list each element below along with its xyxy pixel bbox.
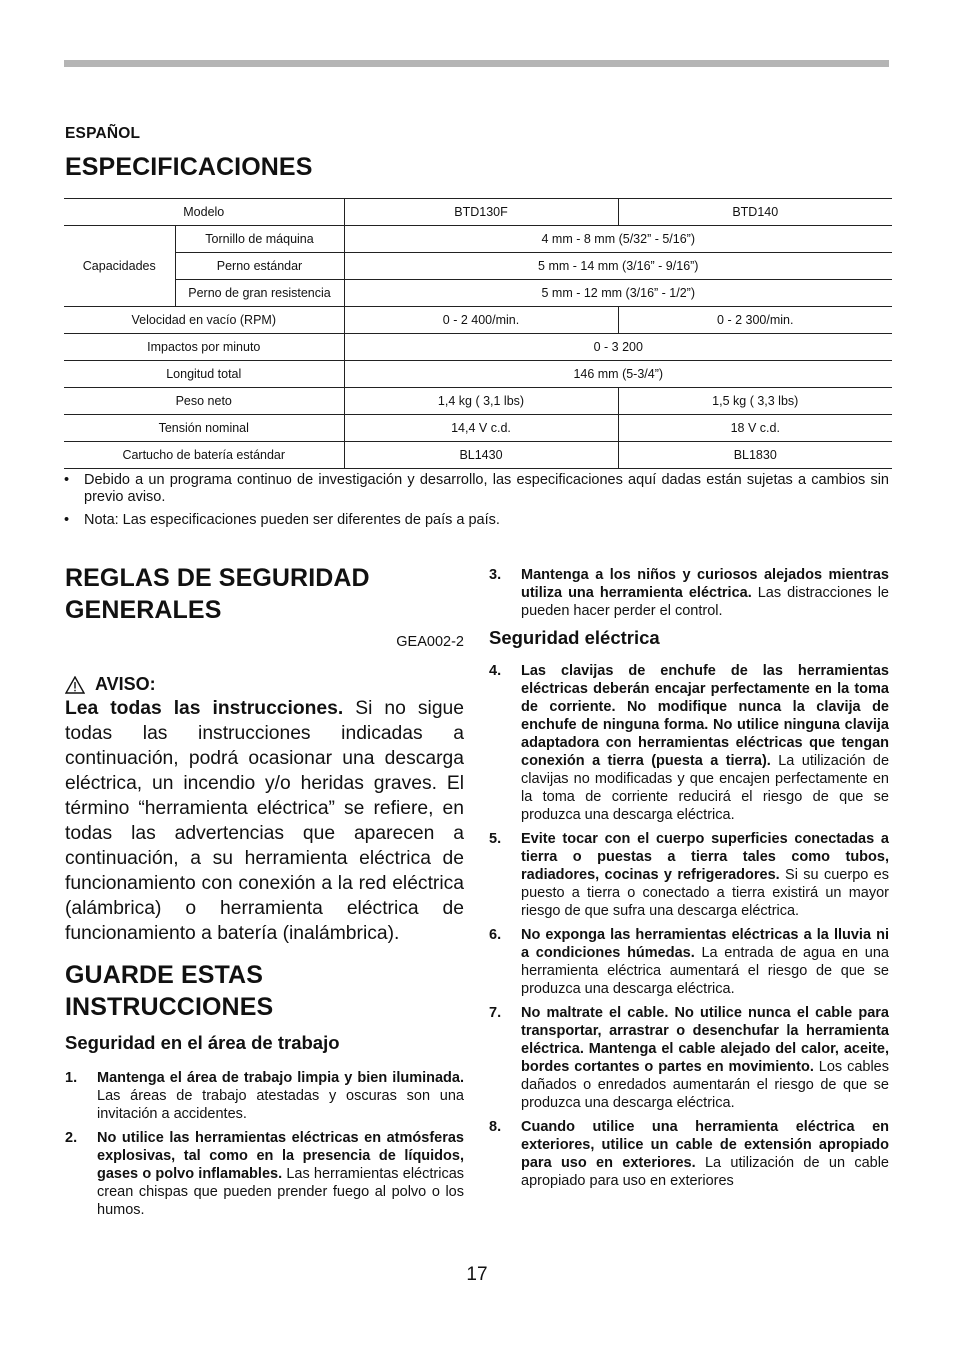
- table-cell: BTD130F: [344, 199, 618, 226]
- item-text: Las distracciones le pueden hacer perder el control.: [521, 585, 889, 619]
- table-cell: Capacidades: [64, 226, 175, 307]
- item-bold: Evite tocar con el cuerpo superficies conectadas a tierra o puestas a tierra tales como tubos, radiadores, cocinas y refrigeradores.: [521, 831, 889, 883]
- warning-text: [65, 696, 464, 946]
- table-cell: 4 mm - 8 mm (5/32” - 5/16”): [344, 226, 892, 253]
- list-item: [489, 1118, 889, 1190]
- list-item: [489, 662, 889, 824]
- item-text: Las herramientas eléctricas crean chispas que pueden prender fuego al polvo o los humos.: [97, 1166, 465, 1218]
- table-row: [64, 253, 892, 280]
- table-cell: Perno de gran resistencia: [175, 280, 344, 307]
- table-cell: Impactos por minuto: [64, 334, 344, 361]
- item-text: La utilización de un cable apropiado para uso en exteriores: [521, 1155, 889, 1189]
- rules-title-line: REGLAS DE SEGURIDAD: [65, 564, 370, 592]
- work-area-title: Seguridad en el área de trabajo: [65, 1032, 340, 1053]
- table-row: [64, 442, 892, 469]
- item-number: 2.: [65, 1130, 78, 1146]
- item-bold: Las clavijas de enchufe de las herramientas eléctricas deberán encajar perfectamente en la toma de corriente. No modifique nunca la clavija de enchufe de ninguna forma. No utilice ninguna clavija adaptadora con herramientas eléctricas que tengan conexión a tierra (puesta a tierra).: [521, 663, 889, 769]
- note-text: Nota: Las especificaciones pueden ser diferentes de país a país.: [84, 512, 500, 528]
- item-text: Las áreas de trabajo atestadas y oscuras son una invitación a accidentes.: [97, 1088, 464, 1122]
- table-row: [64, 199, 892, 226]
- list-item: [489, 830, 889, 920]
- spec-notes: [64, 472, 889, 535]
- table-cell: BTD140: [618, 199, 892, 226]
- table-cell: BL1830: [618, 442, 892, 469]
- table-cell: 14,4 V c.d.: [344, 415, 618, 442]
- rules-title: [65, 562, 464, 626]
- warning-bold: Lea todas las instrucciones.: [65, 698, 344, 719]
- item-bold: No utilice las herramientas eléctricas en atmósferas explosivas, tal como en la presencia de líquidos, gases o polvo inflamables.: [97, 1130, 464, 1182]
- warning-triangle-icon: [65, 676, 85, 694]
- item-bold: Cuando utilice una herramienta eléctrica en exteriores, utilice un cable de extensión apropiado para uso en exteriores.: [521, 1119, 889, 1171]
- table-cell: Tensión nominal: [64, 415, 344, 442]
- rules-title-line: GENERALES: [65, 596, 222, 624]
- warning-label: AVISO:: [95, 674, 156, 694]
- table-cell: BL1430: [344, 442, 618, 469]
- table-cell: Cartucho de batería estándar: [64, 442, 344, 469]
- warning-body: Si no sigue todas las instrucciones indicadas a continuación, podrá ocasionar una descarga eléctrica, un incendio y/o heridas graves. El término “herramienta eléctrica” se refiere, en todas las advertencias que aparecen a continuación, a su herramienta eléctrica de funcionamiento con conexión a la red eléctrica (alámbrica) o herramienta eléctrica de funcionamiento a batería (inalámbrica).: [65, 698, 464, 944]
- table-row: [64, 307, 892, 334]
- table-cell: 18 V c.d.: [618, 415, 892, 442]
- guarde-title-line: INSTRUCCIONES: [65, 993, 274, 1021]
- item-number: 1.: [65, 1070, 78, 1086]
- list-item: [489, 566, 889, 620]
- warning-heading: [65, 674, 464, 695]
- item-bold: Mantenga el área de trabajo limpia y bien iluminada.: [97, 1070, 464, 1086]
- table-cell: Velocidad en vacío (RPM): [64, 307, 344, 334]
- guarde-title: [65, 959, 464, 1023]
- table-cell: Modelo: [64, 199, 344, 226]
- item-bold: No maltrate el cable. No utilice nunca el cable para transportar, arrastrar o desenchufar la herramienta eléctrica. Mantenga el cable alejado del calor, aceite, bordes cortantes o partes en movimiento.: [521, 1005, 889, 1075]
- table-cell: Tornillo de máquina: [175, 226, 344, 253]
- list-item: [65, 1129, 464, 1219]
- table-cell: 0 - 2 300/min.: [618, 307, 892, 334]
- table-cell: Longitud total: [64, 361, 344, 388]
- guarde-title-line: GUARDE ESTAS: [65, 961, 263, 989]
- electrical-title: Seguridad eléctrica: [489, 627, 660, 648]
- table-row: [64, 334, 892, 361]
- left-column: [65, 562, 464, 1225]
- table-row: [64, 415, 892, 442]
- table-row: [64, 226, 892, 253]
- item-text: La utilización de clavijas no modificadas y que encajen perfectamente en la toma de corriente reducirá el riesgo de que se produzca una descarga eléctrica.: [521, 753, 890, 823]
- bullet-icon: •: [64, 472, 70, 488]
- item-text: Si su cuerpo es puesto a tierra o conectado a tierra existirá un mayor riesgo de que sufra una descarga eléctrica.: [521, 867, 889, 919]
- table-cell: 0 - 3 200: [344, 334, 892, 361]
- page-number: 17: [466, 1264, 488, 1285]
- table-row: [64, 388, 892, 415]
- work-area-list-continued: [489, 566, 889, 620]
- right-column: [489, 566, 889, 1196]
- list-item: [65, 1069, 464, 1123]
- note-item: [64, 512, 889, 529]
- note-text: Debido a un programa continuo de investigación y desarrollo, las especificaciones aquí dadas están sujetas a cambios sin previo aviso.: [84, 472, 889, 505]
- item-number: 5.: [489, 831, 502, 847]
- item-bold: No exponga las herramientas eléctricas a la lluvia ni a condiciones húmedas.: [521, 927, 889, 961]
- table-cell: 1,4 kg ( 3,1 lbs): [344, 388, 618, 415]
- item-number: 6.: [489, 927, 502, 943]
- spec-title: ESPECIFICACIONES: [65, 153, 313, 181]
- electrical-list: [489, 662, 889, 1190]
- table-cell: 0 - 2 400/min.: [344, 307, 618, 334]
- table-cell: 1,5 kg ( 3,3 lbs): [618, 388, 892, 415]
- list-item: [489, 926, 889, 998]
- list-item: [489, 1004, 889, 1112]
- item-number: 3.: [489, 567, 502, 583]
- item-number: 4.: [489, 663, 502, 679]
- item-number: 7.: [489, 1005, 502, 1021]
- table-cell: Perno estándar: [175, 253, 344, 280]
- top-rule: [64, 60, 889, 67]
- table-cell: 146 mm (5-3/4”): [344, 361, 892, 388]
- work-area-list: [65, 1069, 464, 1219]
- language-label: ESPAÑOL: [65, 125, 141, 142]
- table-row: [64, 280, 892, 307]
- note-item: [64, 472, 889, 506]
- item-text: Los cables dañados o enredados aumentarán el riesgo de que se produzca una descarga eléctrica.: [521, 1059, 889, 1111]
- spec-table: [64, 198, 892, 469]
- item-text: La entrada de agua en una herramienta eléctrica aumentará el riesgo de que se produzca una descarga eléctrica.: [521, 945, 889, 997]
- table-cell: 5 mm - 12 mm (3/16” - 1/2”): [344, 280, 892, 307]
- table-row: [64, 361, 892, 388]
- table-cell: 5 mm - 14 mm (3/16” - 9/16”): [344, 253, 892, 280]
- item-number: 8.: [489, 1119, 502, 1135]
- document-code: GEA002-2: [396, 634, 464, 650]
- table-cell: Peso neto: [64, 388, 344, 415]
- item-bold: Mantenga a los niños y curiosos alejados mientras utiliza una herramienta eléctrica.: [521, 567, 889, 601]
- bullet-icon: •: [64, 512, 70, 528]
